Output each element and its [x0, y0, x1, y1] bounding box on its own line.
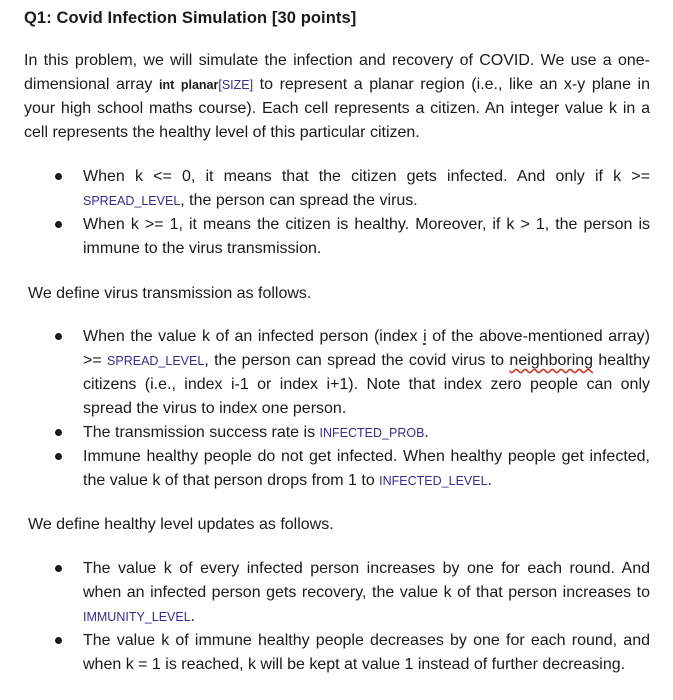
- list-item: [55, 213, 650, 261]
- bullet-icon: [55, 637, 62, 644]
- bullet-icon: [55, 453, 62, 460]
- list-item: [55, 557, 650, 629]
- status-bullet-list: [55, 165, 650, 261]
- code-planar-name: planar: [180, 78, 219, 92]
- bullet-text: .: [487, 472, 492, 489]
- bullet-text: , the person can spread the covid virus to: [204, 352, 510, 369]
- index-i: i: [423, 328, 427, 345]
- list-item: [55, 325, 650, 421]
- list-item: [55, 629, 650, 677]
- code-size-constant: [SIZE]: [218, 78, 254, 92]
- bullet-text: .: [190, 608, 196, 625]
- bullet-icon: [55, 221, 62, 228]
- bullet-text: When the value k of an infected person (index: [83, 328, 424, 345]
- list-item: [55, 421, 650, 445]
- list-item: [55, 165, 650, 213]
- bullet-icon: [55, 333, 62, 340]
- intro-paragraph: [24, 49, 650, 145]
- intro-text-1: In this problem, we will simulate the infection and recovery of COVID. We use a one-dimensional array: [24, 52, 650, 93]
- bullet-text: When k <= 0, it means that the citizen gets infected. And only if k >=: [83, 168, 650, 185]
- spellcheck-word-neighboring: neighboring: [509, 352, 594, 369]
- code-immunity-level: IMMUNITY_LEVEL: [83, 610, 191, 624]
- bullet-icon: [55, 565, 62, 572]
- intro-text-2: to represent a planar region (i.e., like an x-y plane in your high school maths course). Each cell represents a citizen. An integer value k in a cell represents the healthy level of this particular citizen.: [24, 76, 650, 141]
- code-infected-level: INFECTED_LEVEL: [379, 474, 488, 488]
- bullet-text: When k >= 1, it means the citizen is healthy. Moreover, if k > 1, the person is immune to the virus transmission.: [83, 216, 650, 257]
- bullet-icon: [55, 173, 62, 180]
- health-intro: We define healthy level updates as follows.: [28, 516, 334, 533]
- code-spread-level: SPREAD_LEVEL: [83, 194, 181, 208]
- bullet-text: The transmission success rate is: [83, 424, 320, 441]
- bullet-text: The value k of every infected person increases by one for each round. And when an infected person gets recovery, the value k of that person increases to: [83, 560, 650, 601]
- bullet-text: .: [424, 424, 429, 441]
- bullet-icon: [55, 429, 62, 436]
- bullet-text: Immune healthy people do not get infected. When healthy people get infected, the value k of that person drops from 1 to: [83, 448, 650, 489]
- bullet-text: , the person can spread the virus.: [180, 192, 418, 209]
- transmission-intro: We define virus transmission as follows.: [28, 285, 312, 302]
- bullet-text: healthy citizens (i.e., index i-1 or index: [83, 352, 650, 393]
- bullet-text: The value k of immune healthy people decreases by one for each round, and when k = 1 is reached, k will be kept at value 1 instead of further decreasing.: [83, 632, 650, 673]
- health-bullet-list: [55, 557, 650, 677]
- index-i: i: [326, 376, 331, 393]
- bullet-text: +1). Note that index zero people can only spread the virus to index one person.: [83, 376, 650, 417]
- transmission-bullet-list: [55, 325, 650, 493]
- code-int-keyword: int: [158, 78, 175, 92]
- code-spread-level: SPREAD_LEVEL: [107, 354, 205, 368]
- list-item: [55, 445, 650, 493]
- question-heading: Q1: Covid Infection Simulation [30 points]: [24, 9, 357, 27]
- bullet-text: of the above-mentioned array) >=: [83, 328, 650, 369]
- code-infected-prob: INFECTED_PROB: [319, 426, 425, 440]
